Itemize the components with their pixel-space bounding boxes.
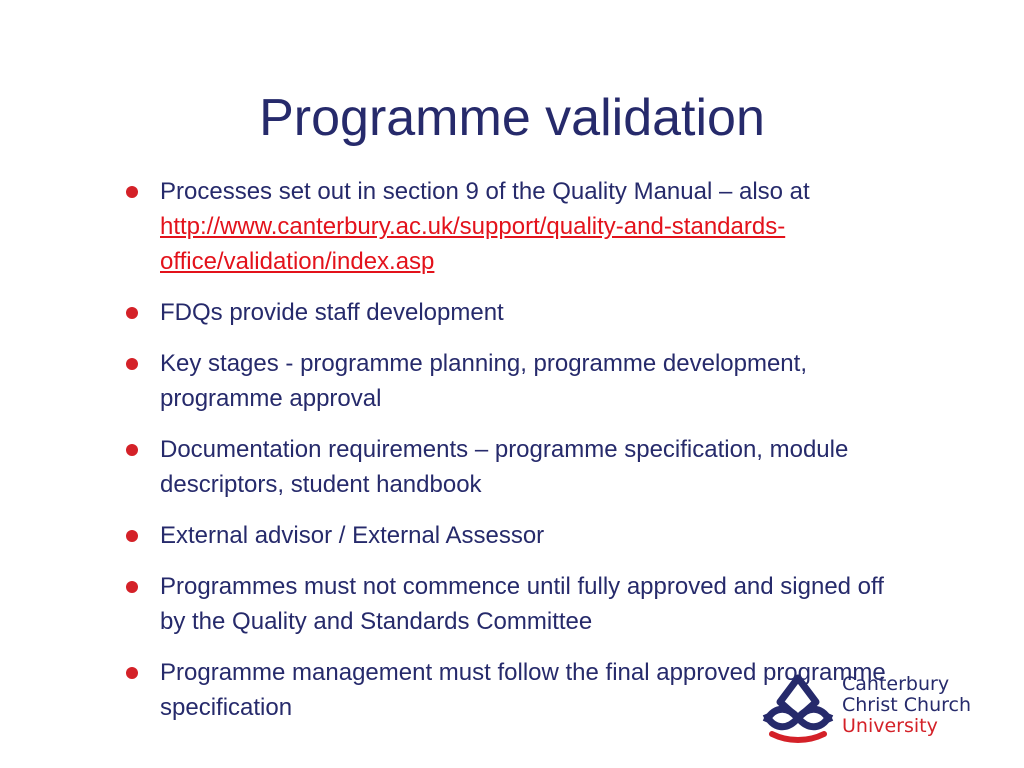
bullet-item-quality-manual bbox=[124, 174, 904, 279]
logo-wordmark bbox=[842, 674, 1002, 737]
bullet-dot-icon bbox=[126, 186, 138, 198]
bullet-text: Programmes must not commence until fully approved and signed off by the Quality and Standards Committee bbox=[160, 573, 884, 635]
bullet-dot-icon bbox=[126, 358, 138, 370]
bullet-dot-icon bbox=[126, 581, 138, 593]
bullet-dot-icon bbox=[126, 667, 138, 679]
bullet-dot-icon bbox=[126, 530, 138, 542]
bullet-text: Programme management must follow the final approved programme specification bbox=[160, 659, 886, 721]
bullet-list bbox=[124, 174, 904, 741]
validation-link[interactable]: http://www.canterbury.ac.uk/support/quality-and-standards-office/validation/index.asp bbox=[160, 213, 786, 275]
logo-mark-icon bbox=[760, 672, 836, 744]
logo-line-university: University bbox=[842, 715, 938, 737]
bullet-dot-icon bbox=[126, 444, 138, 456]
bullet-item-key-stages bbox=[124, 346, 904, 416]
bullet-text: FDQs provide staff development bbox=[160, 299, 504, 326]
logo-line-canterbury: Canterbury bbox=[842, 673, 950, 695]
bullet-dot-icon bbox=[126, 307, 138, 319]
slide-title: Programme validation bbox=[259, 89, 765, 147]
bullet-text: Key stages - programme planning, programme development, programme approval bbox=[160, 350, 807, 412]
bullet-text: Documentation requirements – programme specification, module descriptors, student handbook bbox=[160, 436, 849, 498]
bullet-item-fdqs bbox=[124, 295, 904, 330]
bullet-item-external-advisor bbox=[124, 518, 904, 553]
bullet-text: Processes set out in section 9 of the Quality Manual – also at bbox=[160, 178, 810, 205]
bullet-item-programmes-approval bbox=[124, 569, 904, 639]
bullet-item-documentation bbox=[124, 432, 904, 502]
university-logo bbox=[760, 670, 1000, 750]
bullet-text: External advisor / External Assessor bbox=[160, 522, 545, 549]
logo-line-christ-church: Christ Church bbox=[842, 694, 972, 716]
